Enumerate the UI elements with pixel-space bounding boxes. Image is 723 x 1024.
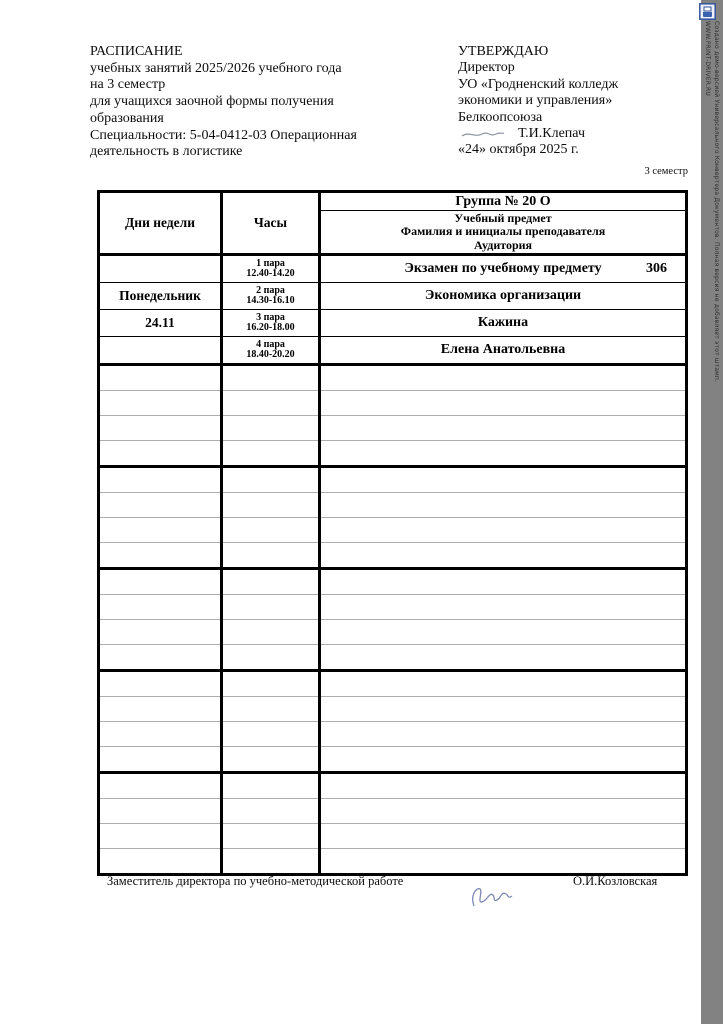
schedule-row	[99, 441, 687, 467]
schedule-row	[99, 773, 687, 799]
lesson-time: 16.20-18.00	[246, 322, 295, 333]
approval-block	[458, 44, 693, 158]
subject-wrap	[321, 288, 685, 304]
lesson-number: 4 пара	[256, 338, 285, 350]
subject-cell	[320, 543, 687, 569]
director-signature-line	[458, 126, 693, 142]
schedule-row	[99, 569, 687, 595]
schedule-table-head	[99, 192, 687, 255]
hours-cell	[222, 543, 320, 569]
subject-cell	[320, 569, 687, 595]
hours-cell	[222, 255, 320, 283]
subject-cell	[320, 255, 687, 283]
schedule-row	[99, 283, 687, 310]
schedule-row	[99, 310, 687, 337]
room-number: 306	[646, 261, 667, 276]
subject-cell	[320, 391, 687, 416]
schedule-row	[99, 416, 687, 441]
title-line: деятельность в логистике	[90, 144, 243, 160]
hours-cell	[222, 467, 320, 493]
hours-cell	[222, 799, 320, 824]
day-cell	[99, 518, 222, 543]
title-line: Специальности: 5-04-0412-03 Операционная	[90, 127, 357, 143]
day-cell	[99, 365, 222, 391]
hours-cell	[222, 365, 320, 391]
day-cell	[99, 569, 222, 595]
hours-column-header: Часы	[222, 192, 320, 255]
schedule-row	[99, 595, 687, 620]
schedule-table	[97, 190, 688, 876]
day-cell	[99, 849, 222, 875]
schedule-table-body	[99, 255, 687, 875]
subject-text: Экзамен по учебному предмету	[404, 261, 602, 276]
day-cell	[99, 467, 222, 493]
semester-label: 3 семестр	[644, 166, 688, 177]
hours-cell	[222, 493, 320, 518]
footer-signature-block	[107, 874, 685, 892]
subject-cell	[320, 365, 687, 391]
hours-cell	[222, 722, 320, 747]
day-cell	[99, 255, 222, 283]
schedule-row	[99, 722, 687, 747]
day-cell	[99, 722, 222, 747]
day-label: Понедельник	[119, 288, 201, 303]
subheader-line: Аудитория	[473, 237, 533, 252]
hours-cell	[222, 645, 320, 671]
schedule-row	[99, 467, 687, 493]
lesson-time: 12.40-14.20	[246, 268, 295, 279]
schedule-row	[99, 697, 687, 722]
lesson-time: 18.40-20.20	[246, 349, 295, 360]
subject-cell	[320, 467, 687, 493]
day-cell	[99, 645, 222, 671]
watermark-text	[703, 21, 721, 661]
subject-text: Экономика организации	[424, 288, 582, 303]
approval-line: Белкоопсоюза	[458, 109, 543, 125]
day-cell	[99, 595, 222, 620]
director-signature-icon	[460, 128, 506, 140]
approval-date: «24» октября 2025 г.	[458, 142, 579, 158]
day-cell	[99, 391, 222, 416]
hours-cell	[222, 773, 320, 799]
title-line: учебных занятий 2025/2026 учебного года	[90, 60, 342, 76]
schedule-row	[99, 518, 687, 543]
subject-cell	[320, 283, 687, 310]
schedule-row	[99, 365, 687, 391]
deputy-position-title: Заместитель директора по учебно-методической работе	[107, 874, 404, 888]
hours-cell	[222, 671, 320, 697]
subject-cell	[320, 747, 687, 773]
watermark-url: WWW.PRINT-DRIVER.RU	[704, 21, 711, 97]
subject-text: Кажина	[477, 315, 529, 330]
schedule-row	[99, 824, 687, 849]
approval-line: Директор	[458, 60, 515, 76]
schedule-row	[99, 620, 687, 645]
subject-cell	[320, 310, 687, 337]
subject-cell	[320, 773, 687, 799]
subject-wrap	[321, 315, 685, 331]
day-label: 24.11	[145, 315, 175, 330]
day-cell	[99, 441, 222, 467]
day-cell	[99, 697, 222, 722]
hours-cell	[222, 849, 320, 875]
lesson-number: 2 пара	[256, 284, 285, 296]
subheader-line: Учебный предмет	[454, 210, 552, 225]
subject-cell	[320, 722, 687, 747]
hours-cell	[222, 620, 320, 645]
schedule-row	[99, 747, 687, 773]
hours-cell	[222, 697, 320, 722]
watermark-line: Создано демо-версией Универсального Конвертера Документов. Полная версия не добавляет этот штамп.	[713, 21, 720, 383]
document-title: РАСПИСАНИЕ	[90, 44, 183, 59]
day-cell	[99, 283, 222, 310]
subject-cell	[320, 493, 687, 518]
schedule-row	[99, 337, 687, 365]
subject-cell	[320, 620, 687, 645]
schedule-row	[99, 543, 687, 569]
hours-cell	[222, 518, 320, 543]
hours-cell	[222, 416, 320, 441]
schedule-row	[99, 671, 687, 697]
subject-cell	[320, 824, 687, 849]
day-cell	[99, 310, 222, 337]
hours-cell	[222, 337, 320, 365]
header-row	[99, 192, 687, 211]
lesson-number: 3 пара	[256, 311, 285, 323]
schedule-row	[99, 645, 687, 671]
lesson-time: 14.30-16.10	[246, 295, 295, 306]
hours-cell	[222, 747, 320, 773]
director-name: Т.И.Клепач	[518, 125, 585, 141]
day-cell	[99, 337, 222, 365]
day-cell	[99, 773, 222, 799]
hours-cell	[222, 441, 320, 467]
day-cell	[99, 416, 222, 441]
hours-cell	[222, 283, 320, 310]
subject-cell	[320, 518, 687, 543]
subject-cell	[320, 799, 687, 824]
day-cell	[99, 671, 222, 697]
approval-line: УТВЕРЖДАЮ	[458, 44, 549, 59]
hours-cell	[222, 595, 320, 620]
group-header: Группа № 20 О	[320, 192, 687, 211]
subject-cell	[320, 595, 687, 620]
schedule-row	[99, 391, 687, 416]
hours-cell	[222, 569, 320, 595]
subject-wrap	[321, 261, 685, 277]
title-line: для учащихся заочной формы получения	[90, 94, 334, 110]
subject-cell	[320, 645, 687, 671]
subject-text: Елена Анатольевна	[440, 342, 566, 357]
day-cell	[99, 620, 222, 645]
day-cell	[99, 543, 222, 569]
approval-line: экономики и управления»	[458, 93, 613, 109]
day-cell	[99, 799, 222, 824]
hours-cell	[222, 824, 320, 849]
lesson-number: 1 пара	[256, 257, 285, 269]
days-column-header: Дни недели	[99, 192, 222, 255]
day-cell	[99, 824, 222, 849]
hours-cell	[222, 391, 320, 416]
approval-line: УО «Гродненский колледж	[458, 76, 619, 92]
subject-wrap	[321, 342, 685, 358]
schedule-row	[99, 255, 687, 283]
subheader-line: Фамилия и инициалы преподавателя	[400, 224, 606, 239]
day-cell	[99, 747, 222, 773]
deputy-signature-icon	[468, 884, 516, 912]
schedule-row	[99, 493, 687, 518]
hours-cell	[222, 310, 320, 337]
schedule-row	[99, 849, 687, 875]
day-cell	[99, 493, 222, 518]
title-line: образования	[90, 110, 164, 126]
subject-cell	[320, 337, 687, 365]
subject-cell	[320, 671, 687, 697]
deputy-name: О.И.Козловская	[573, 874, 658, 888]
subject-cell	[320, 849, 687, 875]
group-subheader	[320, 211, 687, 255]
schedule-row	[99, 799, 687, 824]
subject-cell	[320, 441, 687, 467]
title-line: на 3 семестр	[90, 77, 166, 93]
document-title-block	[90, 44, 455, 161]
subject-cell	[320, 697, 687, 722]
document-converter-logo-icon	[699, 3, 716, 20]
subject-cell	[320, 416, 687, 441]
